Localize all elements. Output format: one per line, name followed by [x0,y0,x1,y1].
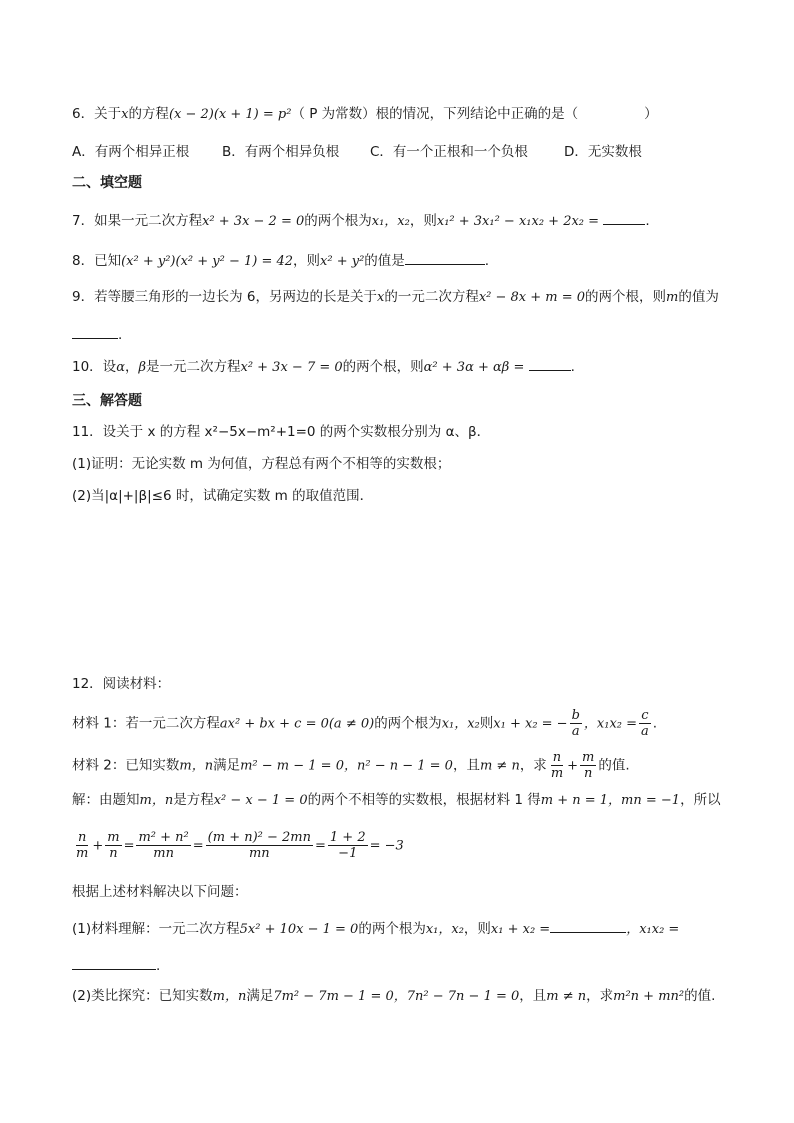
q10-prefix: 10．设 [72,359,117,375]
m2-prefix: 材料 2：已知实数 [72,757,180,774]
choice-a: A．有两个相异正根 [72,144,190,160]
p2-equations: 7m² − 7m − 1 = 0，7n² − 7n − 1 = 0 [273,989,520,1004]
q8-equation: (x² + y²)(x² + y² − 1) = 42 [121,254,294,269]
q12-solution [72,790,721,811]
calc-frac-num: n [77,830,87,845]
m1-frac-den: a [571,724,580,739]
q7-expression: x₁² + 3x₁² − x₁x₂ + 2x₂ = [436,214,600,229]
calc-eq1: = [123,838,135,854]
m2-frac-den: m [550,766,564,781]
q7-equation: x² + 3x − 2 = 0 [202,214,305,229]
m1-sum: x₁ + x₂ = − [493,716,568,732]
q10-expression: α² + 3α + αβ = [423,360,525,375]
calc-fraction-n-over-m [74,830,90,861]
m2-neq: m ≠ n [479,758,520,774]
p2-prefix: (2)类比探究：已知实数 [72,988,213,1004]
m2-equations: m² − m − 1 = 0，n² − n − 1 = 0 [240,758,453,774]
p1-sum: x₁ + x₂ = [490,922,551,937]
m1-roots: x₁，x₂ [441,716,480,732]
m2-plus: + [567,758,579,774]
q8-end-text: 的值是 [364,253,405,269]
m2-end: 的值. [598,757,630,774]
choice-c: C．有一个正根和一个负根 [370,144,528,160]
q10-alpha: α [116,360,125,375]
m2-mid: 满足 [213,757,241,774]
calc-frac-den: m [76,846,89,861]
q9-equation: x² − 8x + m = 0 [478,290,586,305]
p2-ask: ，求 [586,988,614,1004]
calc-den2: mn [248,846,270,861]
q12-part-1 [72,918,679,940]
calc-den1: mn [153,846,174,861]
p1-roots: x₁，x₂ [425,922,464,937]
m2-fraction-m-over-n [580,750,596,781]
q9-line2-end: . [118,327,123,343]
calc-result: = −3 [369,838,404,854]
p1-then: ，则 [463,921,491,937]
question-11: 11．设关于 x 的方程 x²−5x−m²+1=0 的两个实数根分别为 α、β． [72,424,491,440]
calc-num2: (m + n)² − 2mn [207,830,311,845]
q7-mid: 的两个根为 [304,213,372,229]
m1-equation: ax² + bx + c = 0(a ≠ 0) [219,716,375,732]
q7-prefix: 7．如果一元二次方程 [72,213,203,229]
q9-mid: 的一元二次方程 [384,289,479,305]
q12-calculation [72,830,404,861]
question-11-part-2: (2)当|α|+|β|≤6 时，试确定实数 m 的取值范围． [72,488,374,504]
choice-b: B．有两个相异负根 [222,144,340,160]
q9-var-m: m [666,290,679,305]
q8-expression: x² + y² [320,254,365,269]
q10-then: 的两个根，则 [342,359,424,375]
m2-frac2-den: n [584,766,593,781]
m1-frac2-num: c [641,708,649,723]
calc-fraction-3 [328,830,368,861]
m1-mid: 的两个根为 [374,715,442,732]
m1-product: ，x₁x₂ = [583,716,638,732]
q9-answer-blank [72,324,118,339]
sol-end: ，所以 [680,792,721,808]
q9-tail: 的值为 [678,289,719,305]
m2-fraction-n-over-m [549,750,565,781]
m1-frac-num: b [571,708,580,723]
question-8 [72,250,489,272]
q6-var-x: x [121,107,129,122]
m2-vars: m，n [179,758,214,774]
calc-fraction-1 [136,830,190,861]
m1-fraction-b-over-a [570,708,582,739]
calc-frac-n: n [109,846,118,861]
m1-prefix: 材料 1：若一元二次方程 [72,715,220,732]
q10-equation: x² + 3x − 7 = 0 [240,360,343,375]
q8-mid: ，则 [293,253,321,269]
m2-frac-num: n [552,750,562,765]
p1-sum-blank [550,918,626,933]
question-9-line2 [72,324,122,345]
q7-roots: x₁，x₂ [371,214,410,229]
m1-end: . [652,715,658,732]
calc-fraction-m-over-n [105,830,121,861]
question-11-part-1: (1)证明：无论实数 m 为何值，方程总有两个不相等的实数根； [72,456,451,472]
calc-den3: −1 [338,846,358,861]
calc-num3: 1 + 2 [329,830,366,845]
sol-prefix: 解：由题知 [72,792,140,808]
calc-eq2: = [192,838,204,854]
choice-d: D．无实数根 [564,144,642,160]
p1-product-blank [72,955,156,970]
q8-prefix: 8．已知 [72,253,122,269]
p2-end: 的值. [684,988,716,1004]
p2-expression: m²n + mn² [613,989,685,1004]
sol-text: 的两个不相等的实数根，根据材料 1 得 [307,792,541,808]
q7-then: ，则 [409,213,437,229]
m2-and: ，且 [452,757,480,774]
q6-equation: (x − 2)(x + 1) = p² [168,107,292,122]
p1-prefix: (1)材料理解：一元二次方程 [72,921,240,937]
m1-then: 则 [479,715,494,732]
m1-fraction-c-over-a [639,708,651,739]
sol-mid: 是方程 [173,792,214,808]
q10-mid: 是一元二次方程 [145,359,241,375]
p2-mid: 满足 [246,988,274,1004]
p1-equation: 5x² + 10x − 1 = 0 [239,922,359,937]
q8-end: . [484,253,490,269]
calc-plus: + [92,838,104,854]
calc-frac-m: m [107,830,120,845]
question-12-intro: 12．阅读材料： [72,676,171,692]
q10-sep: ， [124,359,139,375]
q6-choices [72,142,642,162]
q9-end: 的两个根，则 [585,289,667,305]
question-9 [72,287,719,308]
section-heading-fill-blank: 二、填空题 [72,175,142,191]
p2-vars: m，n [212,989,247,1004]
q12-part-2 [72,986,715,1007]
q7-answer-blank [603,210,645,225]
sol-result: m + n = 1，mn = −1 [540,793,681,808]
p2-and: ，且 [519,988,547,1004]
q8-answer-blank [405,250,485,265]
q10-beta: β [138,360,146,375]
p1-end: . [156,958,161,974]
question-7 [72,210,650,232]
q12-solve-intro: 根据上述材料解决以下问题： [72,884,248,900]
sol-vars: m，n [139,793,174,808]
question-6 [72,104,658,125]
q10-answer-blank [529,356,571,371]
q10-end: . [570,359,575,375]
m2-ask: ，求 [519,757,547,774]
p2-neq: m ≠ n [546,989,587,1004]
q6-prefix: 6．关于 [72,106,122,122]
p1-product: ，x₁x₂ = [626,922,680,937]
calc-eq3: = [315,838,326,854]
q12-material-1 [72,708,657,739]
sol-equation: x² − x − 1 = 0 [213,793,308,808]
m1-frac2-den: a [641,724,649,739]
section-heading-solve: 三、解答题 [72,393,142,409]
calc-fraction-2 [206,830,313,861]
q9-var-x: x [376,290,385,305]
q6-note: （ P 为常数）根的情况，下列结论中正确的是（ [291,106,579,122]
q12-material-2 [72,750,630,781]
p1-mid: 的两个根为 [358,921,426,937]
q7-end: . [645,213,650,229]
q6-close-paren: ） [644,106,658,122]
q9-prefix: 9．若等腰三角形的一边长为 6，另两边的长是关于 [72,289,377,305]
calc-num1: m² + n² [138,830,189,845]
q6-mid: 的方程 [128,106,169,122]
question-10 [72,356,575,378]
m2-frac2-num: m [582,750,595,765]
q12-part-1-line2 [72,955,160,976]
